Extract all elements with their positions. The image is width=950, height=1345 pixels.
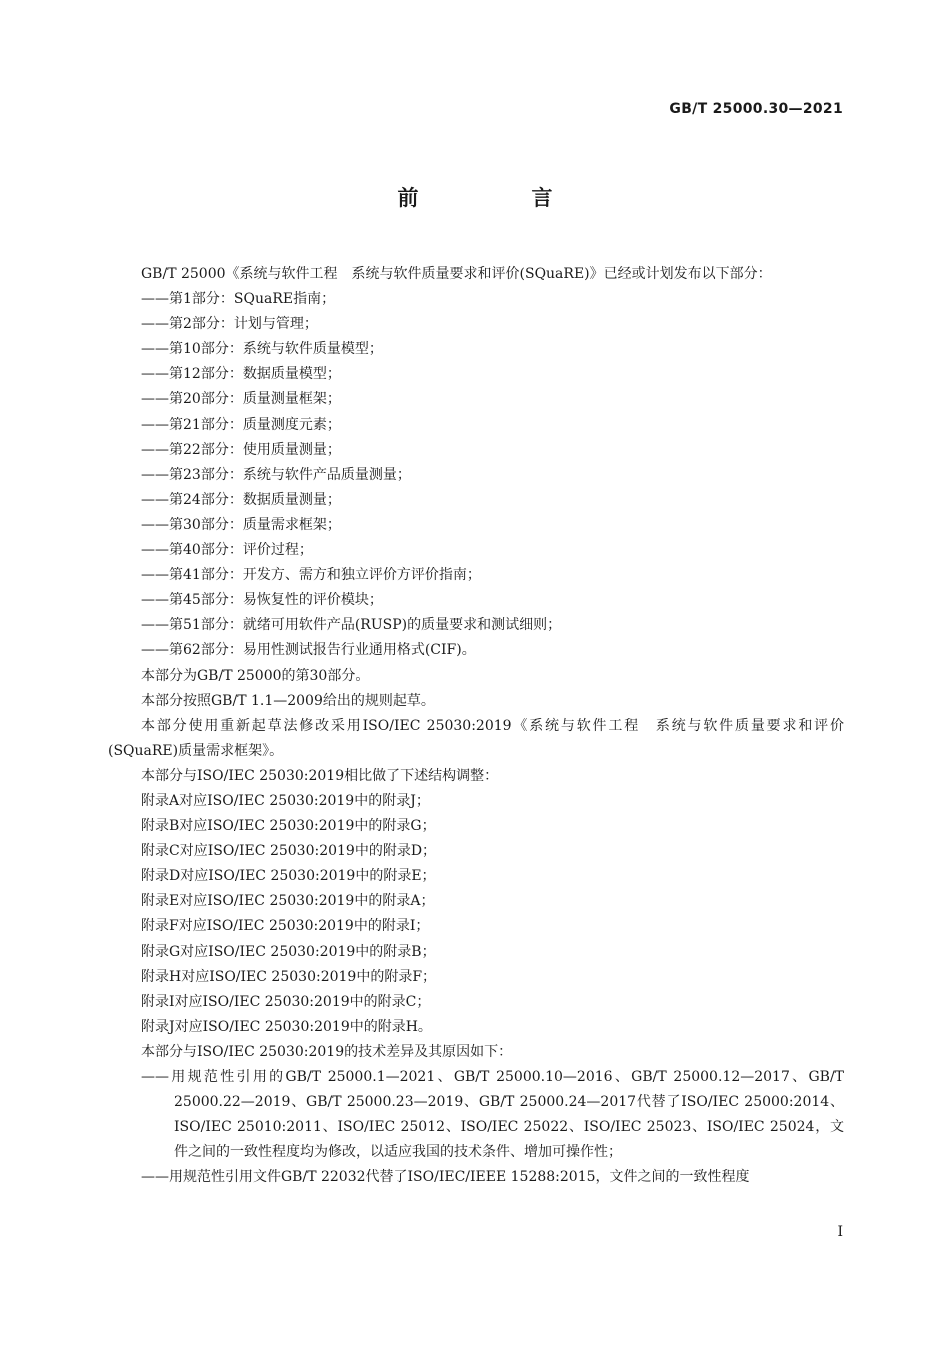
part-item: ——第12部分：数据质量模型； xyxy=(141,366,341,383)
part-item: ——第45部分：易恢复性的评价模块； xyxy=(141,592,383,609)
technical-difference-item: ——用规范性引用文件GB/T 22032代替了ISO/IEC/IEEE 15288:2015，文件之间的一致性程度 xyxy=(141,1169,750,1186)
part-item: ——第2部分：计划与管理； xyxy=(141,316,318,333)
part-item: ——第62部分：易用性测试报告行业通用格式(CIF)。 xyxy=(141,642,476,659)
adoption-statement: 本部分使用重新起草法修改采用ISO/IEC 25030:2019《系统与软件工程 系统与软件质量要求和评价(SQuaRE)质量需求框架》。 xyxy=(108,717,844,759)
part-item: ——第51部分：就绪可用软件产品(RUSP)的质量要求和测试细则； xyxy=(141,617,562,634)
part-item: ——第30部分：质量需求框架； xyxy=(141,516,341,533)
part-statement: 本部分为GB/T 25000的第30部分。 xyxy=(141,667,370,684)
part-item: ——第40部分：评价过程； xyxy=(141,542,313,559)
part-item: ——第1部分：SQuaRE指南； xyxy=(141,291,336,308)
annex-mapping-item: 附录J对应ISO/IEC 25030:2019中的附录H。 xyxy=(141,1018,432,1035)
annex-mapping-item: 附录A对应ISO/IEC 25030:2019中的附录J； xyxy=(141,792,430,809)
part-item: ——第22部分：使用质量测量； xyxy=(141,441,341,458)
annex-mapping-item: 附录F对应ISO/IEC 25030:2019中的附录I； xyxy=(141,918,430,935)
standard-code: GB/T 25000.30—2021 xyxy=(669,101,843,117)
structure-statement: 本部分与ISO/IEC 25030:2019相比做了下述结构调整： xyxy=(141,767,499,784)
annex-mapping-item: 附录C对应ISO/IEC 25030:2019中的附录D； xyxy=(141,843,437,860)
part-item: ——第24部分：数据质量测量； xyxy=(141,491,341,508)
part-item: ——第21部分：质量测度元素； xyxy=(141,416,341,433)
part-item: ——第20部分：质量测量框架； xyxy=(141,391,341,408)
technical-difference-item: ——用规范性引用的GB/T 25000.1—2021、GB/T 25000.10—2016、GB/T 25000.12—2017、GB/T 25000.22—2019、GB/T 25000.23—2019、GB/T 25000.24—2017代替了ISO/IEC 25000:2014、ISO/IEC 25010:2011、ISO/IEC 25012、ISO/IEC 25022、ISO/IEC 25023、ISO/IEC 25024，文件之间的一致性程度均为修改，以适应我国的技术条件、增加可操作性； xyxy=(141,1069,844,1161)
annex-mapping-item: 附录E对应ISO/IEC 25030:2019中的附录A； xyxy=(141,893,435,910)
page-title: 前 言 xyxy=(397,186,599,210)
annex-mapping-item: 附录D对应ISO/IEC 25030:2019中的附录E； xyxy=(141,868,436,885)
rules-statement: 本部分按照GB/T 1.1—2009给出的规则起草。 xyxy=(141,692,435,709)
page-number: I xyxy=(837,1224,843,1240)
technical-differences-statement: 本部分与ISO/IEC 25030:2019的技术差异及其原因如下： xyxy=(141,1043,513,1060)
annex-mapping-item: 附录B对应ISO/IEC 25030:2019中的附录G； xyxy=(141,818,436,835)
annex-mapping-item: 附录H对应ISO/IEC 25030:2019中的附录F； xyxy=(141,968,437,985)
annex-mapping-item: 附录I对应ISO/IEC 25030:2019中的附录C； xyxy=(141,993,431,1010)
document-body xyxy=(108,262,844,1190)
intro-paragraph: GB/T 25000《系统与软件工程 系统与软件质量要求和评价(SQuaRE)》已经或计划发布以下部分： xyxy=(141,266,772,282)
part-item: ——第41部分：开发方、需方和独立评价方评价指南； xyxy=(141,567,481,584)
part-item: ——第10部分：系统与软件质量模型； xyxy=(141,341,383,358)
part-item: ——第23部分：系统与软件产品质量测量； xyxy=(141,466,411,483)
annex-mapping-item: 附录G对应ISO/IEC 25030:2019中的附录B； xyxy=(141,943,436,960)
